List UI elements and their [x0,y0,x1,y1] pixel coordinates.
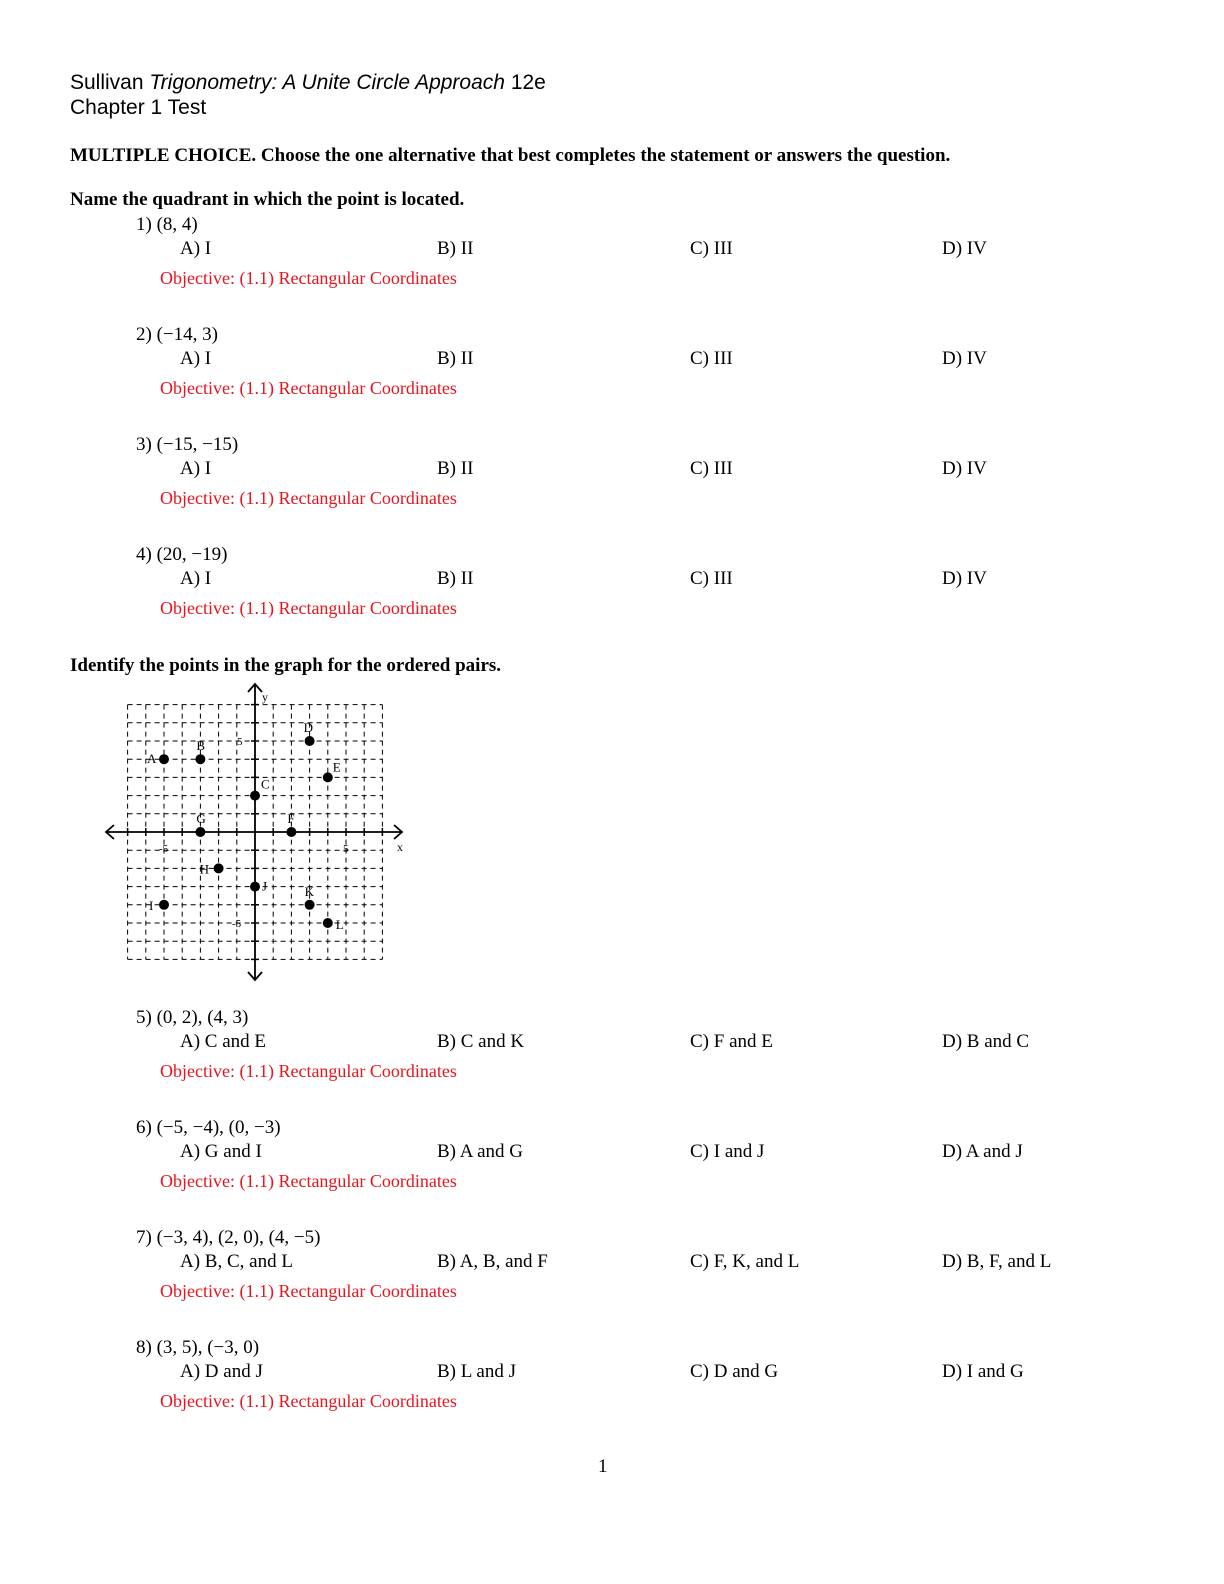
axes [106,684,402,980]
point-label-f: F [287,811,295,826]
point-g [195,827,205,837]
option-c[interactable]: C) III [690,348,733,369]
option-c[interactable]: C) F and E [690,1031,773,1052]
option-d[interactable]: D) I and G [942,1361,1024,1382]
point-label-l: L [335,917,344,932]
section-heading-identify: Identify the points in the graph for the ordered pairs. [70,655,502,676]
y-tick-label: -5 [232,918,242,930]
option-b[interactable]: B) L and J [437,1361,516,1382]
option-c[interactable]: C) D and G [690,1361,779,1382]
objective: Objective: (1.1) Rectangular Coordinates [160,1391,457,1411]
objective: Objective: (1.1) Rectangular Coordinates [160,488,457,508]
section-heading-quadrant: Name the quadrant in which the point is located. [70,189,465,210]
option-d[interactable]: D) B, F, and L [942,1251,1052,1272]
option-a[interactable]: A) I [180,458,212,479]
question-prompt: 3) (−15, −15) [136,434,239,455]
question-prompt: 4) (20, −19) [136,544,228,565]
point-label-i: I [149,897,154,913]
point-j [250,882,260,892]
option-a[interactable]: A) D and J [180,1361,263,1382]
option-c[interactable]: C) III [690,458,733,479]
option-b[interactable]: B) A, B, and F [437,1251,548,1272]
page-number: 1 [598,1456,608,1477]
chapter-title: Chapter 1 Test [70,96,207,119]
question-prompt: 8) (3, 5), (−3, 0) [136,1337,260,1358]
x-axis-label: x [397,840,403,854]
point-f [286,827,296,837]
document-title [70,71,546,95]
point-label-c: C [261,776,270,792]
question-prompt: 7) (−3, 4), (2, 0), (4, −5) [136,1227,321,1248]
point-a [159,754,169,764]
point-h [214,863,224,873]
option-d[interactable]: D) IV [942,348,987,369]
option-b[interactable]: B) II [437,238,474,259]
option-c[interactable]: C) III [690,568,733,589]
question-prompt: 6) (−5, −4), (0, −3) [136,1117,281,1138]
x-tick-label: -5 [159,843,169,855]
point-c [250,791,260,801]
question-prompt: 5) (0, 2), (4, 3) [136,1007,249,1028]
option-d[interactable]: D) A and J [942,1141,1023,1162]
edition: 12e [510,71,546,94]
point-label-k: K [304,883,314,899]
point-label-j: J [262,878,268,894]
book-title: Trigonometry: A Unite Circle Approach [149,71,505,94]
option-c[interactable]: C) I and J [690,1141,765,1162]
option-a[interactable]: A) I [180,348,212,369]
option-a[interactable]: A) G and I [180,1141,262,1162]
objective: Objective: (1.1) Rectangular Coordinates [160,1061,457,1081]
point-k [305,900,315,910]
coordinate-graph [100,680,410,990]
option-a[interactable]: A) I [180,568,212,589]
objective: Objective: (1.1) Rectangular Coordinates [160,378,457,398]
point-label-b: B [196,738,206,754]
option-c[interactable]: C) III [690,238,733,259]
option-d[interactable]: D) IV [942,568,987,589]
x-tick-label: 5 [343,843,349,855]
option-a[interactable]: A) B, C, and L [180,1251,293,1272]
plotted-points [147,720,344,932]
point-label-h: H [199,861,209,877]
objective: Objective: (1.1) Rectangular Coordinates [160,268,457,288]
option-b[interactable]: B) C and K [437,1031,525,1052]
option-b[interactable]: B) II [437,348,474,369]
point-label-g: G [196,811,206,826]
y-tick-label: 5 [237,736,243,748]
author: Sullivan [70,71,144,94]
objective: Objective: (1.1) Rectangular Coordinates [160,1171,457,1191]
point-l [323,918,333,928]
option-d[interactable]: D) IV [942,238,987,259]
point-label-a: A [147,751,157,767]
option-a[interactable]: A) I [180,238,212,259]
question-prompt: 2) (−14, 3) [136,324,218,345]
y-axis-label: y [262,690,268,704]
objective: Objective: (1.1) Rectangular Coordinates [160,598,457,618]
option-c[interactable]: C) F, K, and L [690,1251,800,1272]
option-b[interactable]: B) II [437,568,474,589]
option-d[interactable]: D) B and C [942,1031,1030,1052]
point-e [323,772,333,782]
option-b[interactable]: B) A and G [437,1141,524,1162]
question-prompt: 1) (8, 4) [136,214,198,235]
option-b[interactable]: B) II [437,458,474,479]
point-label-e: E [332,759,341,775]
point-b [195,754,205,764]
instructions: MULTIPLE CHOICE. Choose the one alternative that best completes the statement or answers the question. [70,145,951,166]
point-i [159,900,169,910]
option-d[interactable]: D) IV [942,458,987,479]
option-a[interactable]: A) C and E [180,1031,267,1052]
point-label-d: D [303,720,313,735]
point-d [305,736,315,746]
objective: Objective: (1.1) Rectangular Coordinates [160,1281,457,1301]
